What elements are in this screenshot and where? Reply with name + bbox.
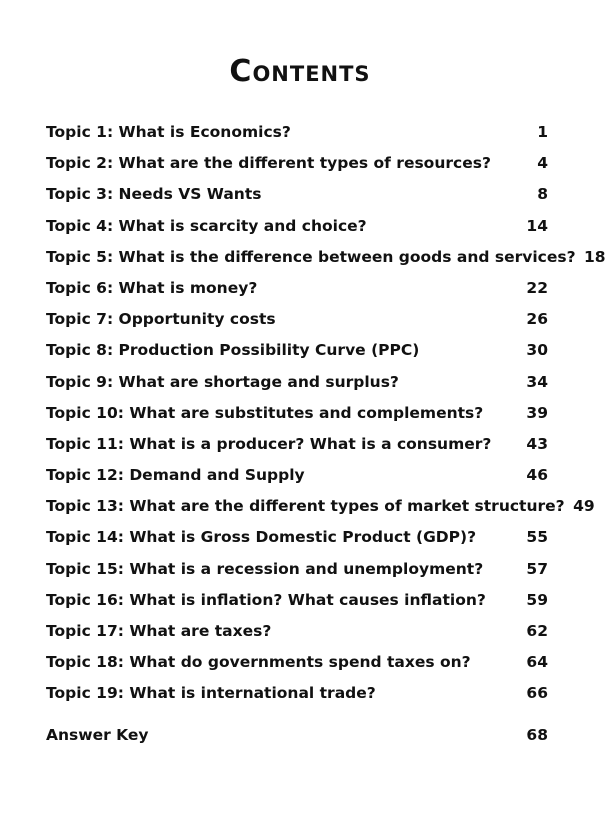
toc-entry-page-number: 49: [573, 497, 595, 516]
toc-entry-page-number: 64: [526, 653, 548, 672]
toc-entry-page-number: 34: [526, 372, 548, 391]
toc-entry-page-number: 55: [526, 528, 548, 547]
toc-entry-label: Topic 1: What is Economics?: [46, 123, 291, 141]
toc-entry-topic-4[interactable]: [46, 211, 550, 242]
toc-entry-topic-13[interactable]: [46, 491, 595, 522]
toc-entry-label: Topic 6: What is money?: [46, 278, 258, 297]
toc-entry-topic-2[interactable]: [46, 148, 550, 179]
toc-entry-page-number: 57: [526, 559, 548, 578]
toc-entry-page-number: 66: [526, 684, 548, 703]
toc-entry-page-number: 30: [526, 341, 548, 360]
table-of-contents: [46, 117, 606, 751]
toc-entry-page-number: 14: [526, 216, 548, 235]
toc-entry-page-number: 59: [526, 590, 548, 609]
toc-entry-topic-17[interactable]: [46, 616, 550, 647]
toc-entry-topic-5[interactable]: [46, 242, 606, 273]
toc-entry-page-number: 18: [584, 247, 606, 266]
toc-entry-topic-15[interactable]: [46, 554, 550, 585]
toc-entry-topic-14[interactable]: [46, 522, 550, 553]
toc-entry-topic-10[interactable]: [46, 398, 550, 429]
toc-entry-answer-key[interactable]: [46, 720, 550, 751]
toc-entry-label: Topic 3: Needs VS Wants: [46, 185, 262, 204]
toc-entry-label: Topic 14: What is Gross Domestic Product (GDP)?: [46, 528, 477, 547]
toc-entry-topic-19[interactable]: [46, 678, 550, 709]
toc-entry-label: Topic 8: Production Possibility Curve (PPC): [46, 341, 420, 360]
toc-entry-page-number: 43: [526, 434, 548, 453]
page-title: Contents: [229, 54, 371, 89]
toc-entry-topic-18[interactable]: [46, 647, 550, 678]
toc-entry-label: Topic 4: What is scarcity and choice?: [46, 216, 367, 235]
toc-entry-page-number: 68: [526, 725, 548, 744]
toc-entry-topic-7[interactable]: [46, 304, 550, 335]
toc-entry-label: Topic 13: What are the different types of market structure?: [46, 497, 565, 516]
toc-entry-label: Topic 12: Demand and Supply: [46, 466, 305, 485]
toc-entry-page-number: 22: [526, 278, 548, 297]
toc-entry-label: Topic 15: What is a recession and unemployment?: [46, 559, 484, 578]
toc-entry-page-number: 8: [537, 185, 548, 204]
toc-entry-label: Topic 9: What are shortage and surplus?: [46, 372, 399, 391]
toc-entry-page-number: 4: [537, 154, 548, 173]
toc-entry-label: Topic 2: What are the different types of resources?: [46, 154, 491, 173]
toc-entry-topic-3[interactable]: [46, 179, 550, 210]
toc-entry-topic-12[interactable]: [46, 460, 550, 491]
toc-entry-topic-16[interactable]: [46, 585, 550, 616]
toc-entry-label: Answer Key: [46, 725, 149, 744]
toc-entry-page-number: 62: [526, 622, 548, 640]
toc-entry-label: Topic 19: What is international trade?: [46, 684, 376, 703]
toc-entry-label: Topic 17: What are taxes?: [46, 622, 272, 640]
toc-entry-topic-8[interactable]: [46, 335, 550, 366]
toc-entry-page-number: 26: [526, 310, 548, 329]
toc-entry-label: Topic 18: What do governments spend taxes on?: [46, 653, 471, 672]
toc-entry-label: Topic 16: What is inflation? What causes inflation?: [46, 590, 486, 609]
toc-entry-topic-1[interactable]: [46, 117, 550, 148]
toc-entry-label: Topic 5: What is the difference between goods and services?: [46, 247, 576, 266]
toc-entry-topic-9[interactable]: [46, 367, 550, 398]
toc-entry-page-number: 39: [526, 403, 548, 422]
toc-entry-page-number: 1: [537, 123, 548, 141]
toc-entry-label: Topic 7: Opportunity costs: [46, 310, 276, 329]
toc-entry-topic-11[interactable]: [46, 429, 550, 460]
toc-entry-page-number: 46: [526, 466, 548, 485]
toc-entry-label: Topic 10: What are substitutes and complements?: [46, 403, 484, 422]
toc-entry-label: Topic 11: What is a producer? What is a consumer?: [46, 434, 492, 453]
toc-entry-topic-6[interactable]: [46, 273, 550, 304]
